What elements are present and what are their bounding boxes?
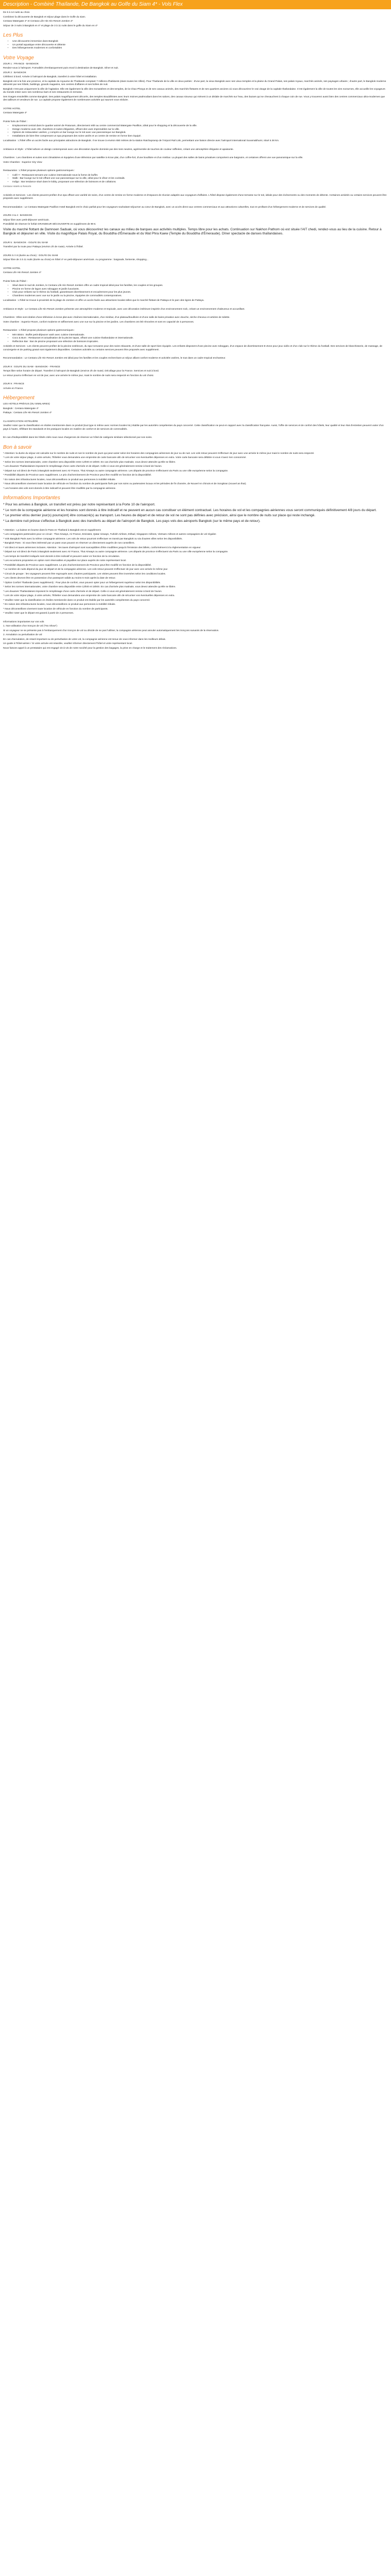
info-footer: Informations importantes sur vos vols bbox=[3, 620, 44, 623]
intro-line: Séjour de 3 nuits à Bangkok en 4* et plage de 3 à 11 nuits dans le golfe du Siam en 4* bbox=[3, 24, 98, 27]
info-heading: Informations Importantes bbox=[3, 495, 60, 501]
bon-item: * Selon les normes internationales, votre chambre sera disponible entre 12h00 et 15h00. En cas d'arrivée plus matinale, vous devez attendre qu'elle se libère. bbox=[3, 461, 176, 464]
excursion-text: Visite du marché flottant de Damnoen Saduak, où vous découvrirez les canaux au milieu de barques aux activités multiples. Temps libre pour les achats. Continuation sur Nakhon Pathom où est située l'AIT chedi, rendez-vous au lieu de la cuisine. Retour à Bangkok et déjeuner en ville. Visite du magnifique Palais Royal, du Bouddha d'Émeraude et du Wat Phra Kaew (Temple du Bouddha d'Émeraude). Dîner spectacle de danses thaïlandaises. bbox=[3, 227, 382, 236]
day-text: Séjour libre de 3 à 11 nuits (durée au choix) en hôtel 4* en petit-déjeuner américain. Au programme : baignade, farniente, shopping... bbox=[3, 259, 149, 262]
info-footer: Un guide à l'hôtel-aérien / Si votre arrivée est retardée, veuillez informer directement l'hôtel et votre représentant local. bbox=[3, 642, 133, 646]
day-text: Temps libre selon horaire de départ. Transfert à l'aéroport de Bangkok (environ 2h de route). Décollage pour la France. Services et nuit à bord. bbox=[3, 370, 159, 373]
info-para: * Selon les normes internationales, votre chambre sera disponible entre 12h00 et 15h00. En cas d'arrivée plus matinale, vous devez attendre qu'elle se libère. bbox=[3, 586, 176, 589]
info-para: * Circuit de groupe : les voyageurs peuvent être regroupés avec d'autres participants. Les visites peuvent être inversées selon les conditions locales. bbox=[3, 572, 166, 575]
day-title: JOUR 1 : FRANCE - BANGKOK bbox=[3, 62, 39, 65]
plus-item: • Des hébergements modernes et confortables bbox=[12, 47, 388, 50]
heb-line: Bangkok : Centara Watergate 4* bbox=[3, 407, 39, 410]
day-text: Le retour pourra s'effectuer en vol de jour, avec une arrivée le même jour, mais le nombre de nuits sera respecté en fonction du vol choisi. bbox=[3, 374, 154, 377]
info-para: * Vols Bangkok Paris avec la même compagnie aérienne. Les vols de retour pourront s'effectuer en transit par Bangkok ou via d'autres villes selon les disponibilités. bbox=[3, 537, 183, 540]
voyage-heading: Votre Voyage bbox=[3, 55, 34, 61]
bon-item: * Attention: la durée du séjour est calculée sur le nombre de nuits et non le nombre de jours qui peut varier selon les horaires des compagnies aériennes de jour ou de nuit. Les vols retour peuvent s'effectuer de jour avec une arrivée le même jour mais le nombre de nuits sera respecté. bbox=[3, 452, 315, 455]
heb-line: CLASSIFICATION HOTELIÈRE bbox=[3, 420, 38, 423]
hotel-activities: Activités et Services : Les clients peuvent profiter de la piscine extérieure, du spa Cenvaree pour des soins relaxants, et d'une salle de sport bien équipée. Les enfants disposent d'une piscine avec toboggan, d'un espace de divertissement E-Zone pour jeux vidéo et d'un club sur le thème du football. Des services de blanchisserie, de massage, de conciergerie et de parking gratuit sont également disponibles. Certaines activités ou certains services peuvent être proposés avec supplément. bbox=[3, 345, 383, 351]
hotel-ambiance: Ambiance et Style : L'hôtel arbore un design contemporain avec une décoration épurée dominée par des tons neutres, agrémentée de touches de couleur raffinées, créant une atmosphère élégante et apaisante. bbox=[3, 148, 234, 151]
plus-heading: Les Plus bbox=[3, 32, 23, 38]
hotel-point: • Chambres modernes avec vue sur le jardin ou la piscine, équipées de commodités contemporaines. bbox=[12, 295, 388, 298]
heb-line: LES HOTELS PRÉVUS (OU SIMILAIRES) bbox=[3, 403, 50, 406]
bon-item: * Nous déconseillons vivement toute location de véhicule en fonction du nombre de participants fixés par nos soins ou partenaires locaux et les périodes de fin d'année, de Nouvel An chinois et de Songkran (nouvel an thaï). bbox=[3, 483, 247, 486]
info-para: * Départ sur vol direct de Paris à Bangkok seulement avec Air France, Thai Airways ou autre compagnie aérienne. Les départs de province s'effectuent via Paris ou une ville européenne selon la compagnie. bbox=[3, 551, 229, 554]
day-title: JOUR 5 : BANGKOK - GOLFE DU SIAM bbox=[3, 241, 48, 244]
day-title: JOUR 8 : GOLFE DU SIAM - BANGKOK - FRANCE bbox=[3, 365, 60, 368]
hotel-point: • Club pour enfants sur le thème du football, garantissant divertissement et encadrement pour les plus jeunes. bbox=[12, 291, 388, 295]
points-heading: Points forts de l'hôtel : bbox=[3, 120, 28, 123]
intro-line: De 6 à 14 nuits au choix bbox=[3, 11, 30, 14]
food-item: • Walk : Bar lounge sur le toit offrant une vue panoramique sur la ville, idéal pour le dîner et les cocktails. bbox=[12, 177, 388, 181]
day-text: Transfert par la route pour Pattaya (environ 2h de route). Arrivée à l'hôtel. bbox=[3, 246, 84, 249]
info-para: * Les clients devront être en possession d'un passeport valide au moins 6 mois après la date de retour. bbox=[3, 577, 116, 580]
plus-list bbox=[3, 40, 388, 50]
hotel-food-list bbox=[3, 174, 388, 184]
day-title: JOURS 5 À 8 (durée au choix) : GOLFE DU SIAM bbox=[3, 254, 58, 257]
bon-a-savoir-heading: Bon à savoir bbox=[3, 444, 32, 450]
hotel-ambiance: Ambiance et Style : Le Centara Life Hin Resort Jomtien présente une atmosphère moderne et tropicale, avec une décoration intérieure inspirée d'un environnement rock, créant un environnement chaleureux et accueillant. bbox=[3, 308, 245, 311]
day-title: JOURS 3 & 4 : BANGKOK bbox=[3, 214, 32, 217]
page-title: Description - Combiné Thaïlande, De Bangkok au Golfe du Siam 4* - Vols Flex bbox=[0, 0, 391, 9]
info-footer: En cas d'annulation, de retard important ou de perturbation de votre vol, la compagnie aérienne est tenue de vous informer dans les meilleurs délais. bbox=[3, 638, 166, 641]
food-item: • Café Y : Restaurant servant une cuisine internationale sous la forme de buffet. bbox=[12, 174, 388, 178]
day-title: JOUR 9 : FRANCE bbox=[3, 383, 24, 386]
plus-item: • Une découverte immersive dans Bangkok bbox=[12, 40, 388, 44]
info-footer: 2. Annulation ou perturbation de vol bbox=[3, 634, 42, 637]
bon-item: * Possibilité départs de Province avec supplément. Le prix d'acheminement de Province peut être modifié en fonction de la disponibilité. bbox=[3, 474, 152, 477]
info-para: * Veuillez noter que la classification en étoiles mentionnée dans ce produit est établie par les autorités compétentes du pays concerné. bbox=[3, 599, 151, 602]
hotel-points bbox=[3, 284, 388, 298]
food-item: • Reflection Bar : Bar de piscine proposant une sélection de boissons tropicales. bbox=[12, 341, 388, 344]
info-bold: * Pour les arrivées à Bangkok, un transfert est prévu par notre représentant à la Porte 10 de l'aéroport. bbox=[3, 503, 155, 507]
info-para: * Bangkok Pass : Si vous êtes intéressé par un pass vous pouvez en réserver un directement auprès de nos conseillers. bbox=[3, 542, 135, 545]
bon-item: * En raison des infrastructures locales, nous déconseillons ce produit aux personnes à mobilité réduite. bbox=[3, 478, 116, 481]
day-text: Arrivée en France. bbox=[3, 387, 24, 390]
food-item: • MIX Bistro : Buffet petit-déjeuner varié avec cuisine internationale. bbox=[12, 334, 388, 337]
day-text: Bangkok est à la fois une province, et la capitale du royaume de Thaïlande comptant 7 millions d'habitants (dans toutes les Villes). Pour Thaïlande de la ville en deux parties : d'une part, la vieux Bangkok avec ses vieux temples et la plaine du Grand Palais, ses palais royaux, marchés animés, ses paysages urbains ; d'autre part, le Bangkok moderne alimenté par ses hôtels, buildings, grands magasins, ses centres d'affaires et ses boîtes de nuit. bbox=[3, 80, 386, 86]
heb-line: Veuillez noter que la classification en étoiles mentionnée dans ce produit (tout type si même avec normes locales NL) établie par les autorités compétentes du pays concerné. Cette classification ne peut en rapport avec la classification française. Aussi, l'offre de services et de confort des hôtels, leur qualité et leur état d'entretien peuvent varier d'un pays à l'autre, réflétant les standards et les pratiques locales en matière de confort et de services de commodités. bbox=[3, 425, 384, 431]
hotel-points bbox=[3, 125, 388, 138]
info-para: * Les douanes Thaïlandaises imposent le remplissage d'une carte d'arrivée et de départ. Celle-ci vous est généralement remise à bord de l'avion. bbox=[3, 590, 162, 593]
hebergement-heading: Hébergement bbox=[3, 395, 35, 401]
day-text: Séjour libre avec petit-déjeuner américain. bbox=[3, 218, 50, 222]
intro-line: Centara Watergate 4* et Centara Life Hin Hin Resort Jomtien 4* bbox=[3, 20, 73, 23]
info-para: * Attention : La baisse en bourse dans le Pass en Thaïland à Bangkok est en supplément. bbox=[3, 529, 102, 532]
plus-item: • Un portail aquatique entre découverte et détente bbox=[12, 44, 388, 47]
info-para: * Les temps de transfert indiqués sont donnés à titre indicatif et peuvent varier en fonction de la circulation. bbox=[3, 555, 120, 558]
info-bold: * Le nom de la compagnie aérienne et les horaires sont donnés à titre indicatif et ne peuvent en aucun cas constituer un élément contractuel. Les horaires de vol et les compagnies aériennes vous seront communiqués définitivement 4/8 jours du départ. bbox=[3, 508, 377, 512]
bon-item: * Les douanes Thaïlandaises imposent le remplissage d'une carte d'arrivée et de départ. Celle-ci vous est généralement remise à bord de l'avion. bbox=[3, 465, 162, 468]
info-para: * Lors de votre séjour plage, à votre arrivée, l'hôtelier vous demandera une empreinte de carte bancaire afin de sécuriser vos éventuelles dépenses en extra. bbox=[3, 595, 175, 598]
hotel-point: • Emplacement central dans le quartier animé de Pratunam, directement relié au centre commercial Watergate Pavillion, idéal pour le shopping et la découverte de la ville. bbox=[12, 125, 388, 128]
hotel-recommendation: Recommandation : Le Centara Watergate Pavillion Hotel Bangkok est le choix parfait pour les voyageurs souhaitant séjourner au cœur de Bangkok, avec un accès direct aux centres commerciaux et aux attractions culturelles, tout en profitant d'un hébergement moderne et de services de qualité. bbox=[3, 206, 327, 209]
info-bold: * Le premier et/ou dernier jour(s) pourra(ont) être consacré(s) au transport. Les heures de départ et de retour de vol ne sont pas définies avec précision, ainsi que le nombre de nuits sur place qui reste inchangé. bbox=[3, 514, 316, 518]
hotel-recommendation: Recommandation : Le Centara Life Hin Resort Jomtien est idéal pour les familles et les couples recherchant un séjour alliant confort moderne et activités variées, le tout dans un cadre tropical enchanteur. bbox=[3, 357, 226, 360]
hotel-food: Restauration : L'hôtel propose plusieurs options gastronomiques : bbox=[3, 170, 75, 172]
info-para: * Nous déconseillons vivement toute location de véhicule en fonction du nombre de participants. bbox=[3, 607, 108, 611]
info-para: * Le nombre de nuits dépend du jour de départ et de la compagnie aérienne. Les vols retour peuvent s'effectuer de jour avec une arrivée le même jour. bbox=[3, 568, 168, 571]
hotel-label: VOTRE HOTEL bbox=[3, 107, 21, 110]
hotel-label: VOTRE HOTEL bbox=[3, 267, 21, 270]
hotel-roomtype: Votre chambre : Superior Room, confort moderne et raffinement avec une vue sur la piscine et les jardins. Les chambres ont été rénovées et sont en capacité de 3 personnes. bbox=[3, 320, 194, 324]
info-bold: * La dernière nuit prévue s'effectue à Bangkok avec des transferts au départ de l'aéroport de Bangkok. Les pays vols des aéroports Bangkok (sur le même pays et de retour). bbox=[3, 519, 260, 523]
day-text: Rendez-vous à l'aéroport. Formalités d'embarquement puis envol à destination de Bangkok. Dîner et nuit. bbox=[3, 67, 119, 70]
info-para: * Vol direct et taxes aériennes incluses. Attention : les taxes d'aéroport sont susceptibles d'être modifiées jusqu'à l'émission des billets, conformément à la réglementation en vigueur. bbox=[3, 546, 201, 549]
intro-line: Combinez la découverte de Bangkok et séjour plage dans le Golfe du siam. bbox=[3, 15, 86, 19]
day-text: Possibilité de réserver le forfait GRANDEUR DÉCOUVERTE en supplément de 99 €. bbox=[3, 223, 96, 226]
day-text: Célébrez à bord. Arrivée à l'aéroport de Bangkok, transfert à votre hôtel et installation. bbox=[3, 76, 97, 78]
hotel-location: Localisation : L'hôtel offre un accès facile aux principales attractions de Bangkok. Il se trouve à environ 650 mètres de la station Ratchaprarop de l'Airport Rail Link, permettant une liaison directe avec l'aéroport international Suvarnabhumi, situé à 26 km. bbox=[3, 140, 280, 142]
hotel-location: Localisation : L'hôtel se trouve à proximité de la plage de Jomtien et offre un accès facile aux attractions locales telles que le marché flottant de Pattaya et le parc des tigres de Pattaya. bbox=[3, 299, 204, 302]
food-item: • Coco & Burn : Restaurant et actualisation de la piscine tapas, offrant une cuisine thaïlandaise et internationale. bbox=[12, 337, 388, 341]
hotel-name: Centara Watergate 4* bbox=[3, 112, 27, 114]
hotel-rooms: Chambres : Les chambres et suites sont climatisées et équipées d'une télévision par satellite à écran plat, d'un coffre-fort, d'une bouilloire et d'un minibar. La plupart des salles de bains privatives comportent une baignoire, et certaines offrent une vue panoramique sur la ville. bbox=[3, 157, 303, 159]
hotel-food-list bbox=[3, 334, 388, 344]
day-text: Bangkok n'est pas uniquement la ville de l'agitation. Elle est également la ville des monastères et des temples, de la Chao Phraya et de ses canaux animés, des marchés flottants et de ses quartiers anciens où vous découvrirez le vrai visage de la capitale thaïlandaise. C'est également la ville de toutes les vies nocturnes, elle accueille les voyageurs du monde entier avec ses nombreux bars et ses restaurants en terrasse. bbox=[3, 88, 385, 94]
heb-line: Pattaya : Centara Life Hin Resort Jomtien 4* bbox=[3, 412, 52, 415]
info-para: * Possibilité départs de Province avec supplément. Le prix d'acheminement de Province peut être modifié en fonction de la disponibilité. bbox=[3, 564, 152, 567]
day-title: JOUR 2 : BANGKOK bbox=[3, 71, 26, 74]
food-item: • Indigo : Bar tendance situé dans le lobby, proposant une sélection de boissons et de collations. bbox=[12, 181, 388, 184]
hotel-roomtype: Votre Chambre : Superior City View bbox=[3, 161, 42, 164]
info-footer: Si un voyageur ne se présente pas à l'embarquement d'un tronçon de vol ou décide de ne pas l'utiliser, la compagnie aérienne peut annuler automatiquement les tronçons suivants de la réservation. bbox=[3, 629, 219, 632]
info-footer: Nous faisons appel à un prestataire qui est engagé vis-à-vis de notre société pour la gestion des bagages, la prise en charge et le traitement des réclamations. bbox=[3, 647, 177, 650]
intro bbox=[3, 11, 388, 28]
hotel-food: Restauration : L'hôtel propose plusieurs options gastronomiques : bbox=[3, 329, 75, 332]
info-para: * Veuillez noter que le départ est garanti à partir de 2 personnes. bbox=[3, 612, 74, 615]
hotel-point: • Design moderne avec 281 chambres et suites élégantes, offrant des vues imprenables sur la ville. bbox=[12, 128, 388, 132]
bon-item: * Départ sur vol direct de Paris à Bangkok seulement avec Air France, Thai Airways ou autre compagnie aérienne. Les départs de province s'effectuent via Paris ou une ville européenne selon la compagnie. bbox=[3, 469, 229, 472]
info-para: * En raison des infrastructures locales, nous déconseillons ce produit aux personnes à mobilité réduite. bbox=[3, 603, 116, 606]
bon-item: * Lors de votre séjour plage, à votre arrivée, l'hôtelier vous demandera une empreinte de carte bancaire afin de sécuriser vos éventuelles dépenses en extra. Votre carte bancaire sera débitée si vous n'avez rien consommé. bbox=[3, 456, 247, 460]
hotel-name: Centara Life Hin Resort Jomtien 4* bbox=[3, 272, 42, 275]
hotel-rooms: Chambres : Elles sont dotées d'une télévision à écran plat avec chaînes internationales, d'un minibar, d'un plateau/bouilloire et d'une salle de bains privative avec douche, sèche-cheveux et articles de toilette. bbox=[3, 316, 230, 319]
info-footer: 1. Non-utilisation d'un tronçon de vol ("No Show") bbox=[3, 625, 57, 628]
hotel-point: • Installations de bien-être comprenant un spa proposant des soins variés et un centre de remise en forme bien équipé. bbox=[12, 135, 388, 139]
info-para: * Les excursions proposées en option sont réservables et payables sur place auprès de notre représentant local. bbox=[3, 560, 126, 563]
hotel-booking: Centara Hotels & Resorts bbox=[3, 185, 31, 188]
hotel-point: • Piscine en forme de lagon avec toboggan et jardin luxuriants. bbox=[12, 288, 388, 292]
hotel-point: • Situé dans le sud de Jomtien, le Centara Life Hin Resort Jomtien offre un cadre tropical idéal pour les familles, les couples et les groupes. bbox=[12, 284, 388, 288]
day-text: Ses rivages ensoleillés comme Bangkok. Des palais magnifiquement décorés, des temples Bouddhistes avec leurs moines psalmodiant dans les salons, des canaux sinueux qui mènent à un dédale de marchés sur l'eau, des bazars qui se chevauchent à chaque coin de rue. Vous y trouverez aussi bien des centres commerciaux ultra-modernes que des tailleurs et vendeurs de rue. La capitale propose également de nombreuses activités qui sauront vous séduire. bbox=[3, 95, 385, 101]
hotel-activities: Activités et Services : Les clients peuvent profiter d'un spa offrant une variété de soins, d'un centre de remise en forme moderne et d'espaces de réunion adaptés aux voyageurs d'affaires. L'hôtel dispose également d'une terrasse sur le toit, idéale pour des événements ou des moments de détente. Certaines activités ou certains services peuvent être proposés avec supplément. bbox=[3, 194, 387, 200]
points-heading: Points forts de l'hôtel : bbox=[3, 280, 28, 283]
heb-note: En cas d'indisponibilité dans les hôtels cités nous nous chargerons de réserver un hôtel de catégorie similaire sélectionné par nos soins. bbox=[3, 436, 153, 439]
info-para: * Les compagnies partenaires pour ce circuit : Thaï Airways, Air France, Emirates, Qatar Airways, Turkish Airlines, Etihad, Singapore Airlines, Vietnam Airlines et autres compagnies de vol régulier. bbox=[3, 533, 217, 536]
info-para: * Option Confort Thaïlande (avec supplément) : Pour plus de confort, vous pouvez opter pour un hébergement supérieur selon les disponibilités. bbox=[3, 581, 161, 584]
hotel-point: • Options de restauration variées, y compris un bar lounge sur le toit avec vue panoramique sur Bangkok. bbox=[12, 131, 388, 135]
bon-item: * Les horaires des vols sont donnés à titre indicatif et peuvent être modifiés par la compagnie aérienne. bbox=[3, 487, 116, 490]
